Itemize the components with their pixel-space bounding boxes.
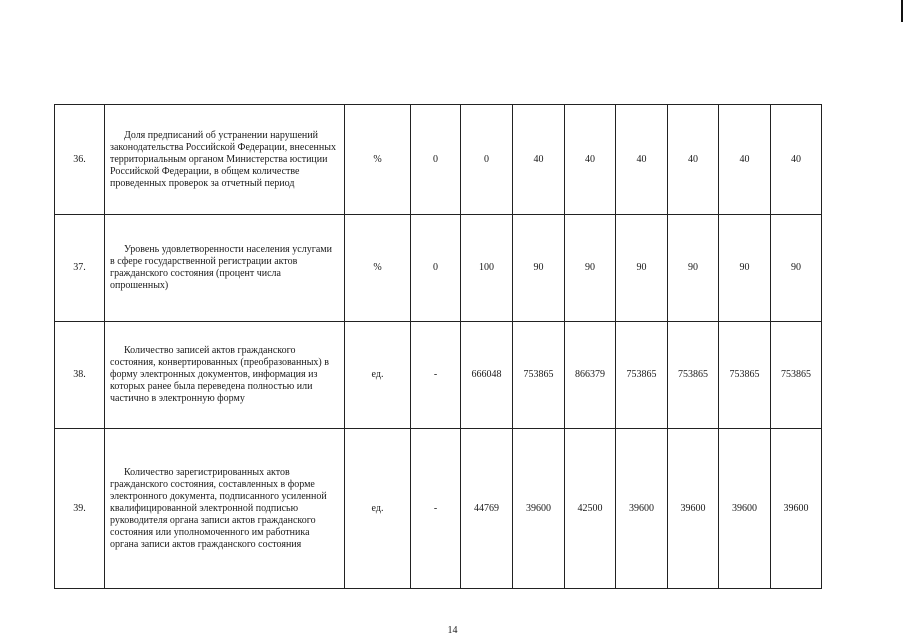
value-cell: 40	[616, 105, 668, 215]
value-cell: 39600	[719, 429, 771, 589]
value-cell: 39600	[668, 429, 719, 589]
table-row	[55, 215, 822, 322]
table-row	[55, 105, 822, 215]
table-row	[55, 429, 822, 589]
indicator-description-cell	[105, 322, 345, 429]
indicators-table	[54, 104, 822, 589]
value-cell: 753865	[616, 322, 668, 429]
page-edge-mark	[901, 0, 903, 22]
value-cell: 90	[616, 215, 668, 322]
indicator-description: Количество записей актов гражданского состояния, конвертированных (преобразованных) в форму электронных документов, информация из которых ранее была переведена полностью или частично в электронную форму	[110, 345, 329, 404]
value-cell: 39600	[616, 429, 668, 589]
value-cell: 0	[411, 215, 461, 322]
unit-cell: %	[345, 215, 411, 322]
value-cell: 0	[411, 105, 461, 215]
value-cell: 44769	[461, 429, 513, 589]
value-cell: 40	[513, 105, 565, 215]
value-cell: 39600	[513, 429, 565, 589]
table-row	[55, 322, 822, 429]
unit-cell: %	[345, 105, 411, 215]
indicator-description-cell	[105, 105, 345, 215]
value-cell: 39600	[771, 429, 822, 589]
indicator-description-cell	[105, 215, 345, 322]
value-cell: 40	[719, 105, 771, 215]
unit-cell: ед.	[345, 429, 411, 589]
row-number-cell: 36.	[55, 105, 105, 215]
value-cell: 90	[565, 215, 616, 322]
indicator-description: Количество зарегистрированных актов гражданского состояния, составленных в форме электронного документа, подписанного усиленной квалифицированной электронной подписью руководителя органа записи актов гражданского состояния или уполномоченного им работника органа записи актов гражданского состояния	[110, 466, 327, 550]
value-cell: 42500	[565, 429, 616, 589]
value-cell: 753865	[668, 322, 719, 429]
row-number-cell: 39.	[55, 429, 105, 589]
value-cell: -	[411, 322, 461, 429]
value-cell: 40	[668, 105, 719, 215]
value-cell: -	[411, 429, 461, 589]
value-cell: 666048	[461, 322, 513, 429]
indicator-description-cell	[105, 429, 345, 589]
value-cell: 866379	[565, 322, 616, 429]
row-number-cell: 38.	[55, 322, 105, 429]
value-cell: 753865	[719, 322, 771, 429]
value-cell: 0	[461, 105, 513, 215]
value-cell: 90	[668, 215, 719, 322]
value-cell: 753865	[771, 322, 822, 429]
value-cell: 40	[771, 105, 822, 215]
value-cell: 90	[771, 215, 822, 322]
value-cell: 40	[565, 105, 616, 215]
page-number: 14	[447, 625, 458, 636]
value-cell: 100	[461, 215, 513, 322]
row-number-cell: 37.	[55, 215, 105, 322]
value-cell: 753865	[513, 322, 565, 429]
value-cell: 90	[513, 215, 565, 322]
indicator-description: Уровень удовлетворенности населения услугами в сфере государственной регистрации актов гражданского состояния (процент числа опрошенных)	[110, 244, 332, 291]
value-cell: 90	[719, 215, 771, 322]
unit-cell: ед.	[345, 322, 411, 429]
indicator-description: Доля предписаний об устранении нарушений законодательства Российской Федерации, внесенных территориальным органом Министерства юстиции Российской Федерации, в общем количестве проведенных проверок за отчетный период	[110, 129, 336, 189]
